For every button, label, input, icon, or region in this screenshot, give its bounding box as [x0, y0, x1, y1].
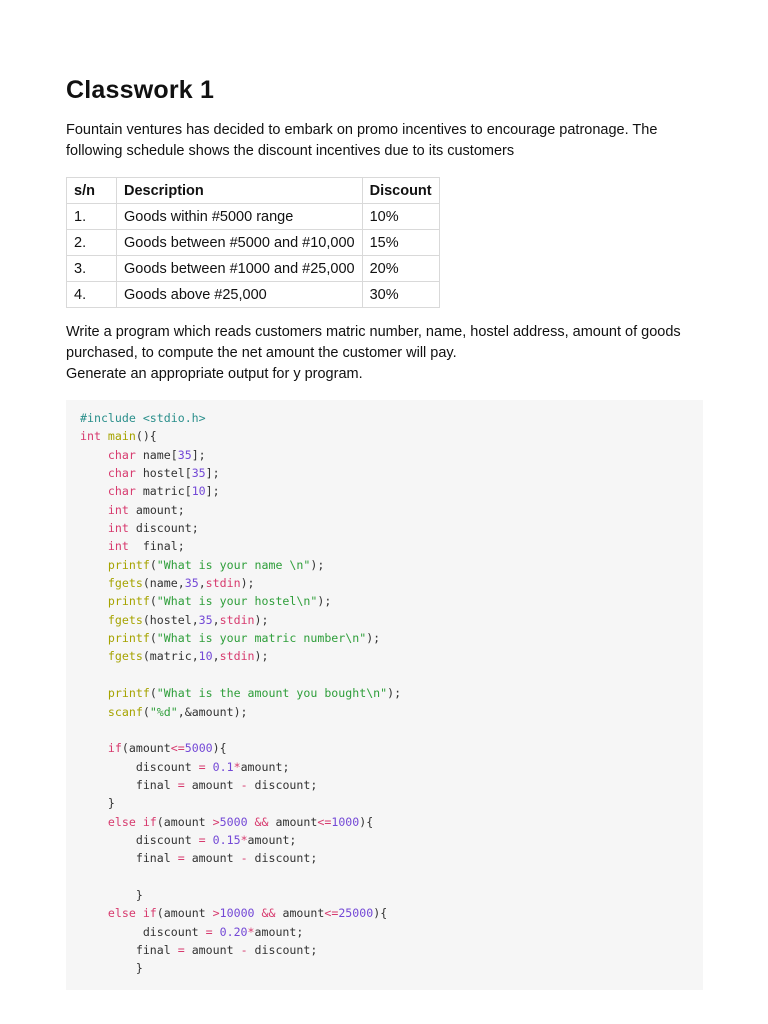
- code-token: final: [80, 942, 178, 957]
- code-token: ){: [373, 906, 388, 921]
- code-token: =: [177, 777, 185, 792]
- code-token: printf: [107, 631, 150, 646]
- code-token: -: [240, 851, 248, 866]
- code-token: );: [317, 594, 332, 609]
- code-token: );: [387, 686, 402, 701]
- code-token: (: [149, 631, 157, 646]
- code-line: [80, 629, 703, 647]
- code-token: matric[: [135, 484, 192, 499]
- discount-table: [66, 177, 440, 308]
- code-token: (){: [135, 429, 157, 444]
- code-token: [80, 594, 108, 608]
- code-token: stdin: [219, 612, 255, 627]
- code-token: amount;: [254, 924, 304, 939]
- code-token: (amount: [156, 814, 213, 829]
- code-line: [80, 886, 703, 904]
- code-token: [80, 613, 108, 627]
- code-token: printf: [107, 594, 150, 609]
- cell-description: Goods between #5000 and #10,000: [117, 230, 363, 256]
- code-line: [80, 446, 703, 464]
- code-line: [80, 739, 703, 757]
- code-token: printf: [107, 686, 150, 701]
- code-token: char: [107, 466, 136, 481]
- cell-sn: 2.: [67, 230, 117, 256]
- code-token: int: [107, 521, 129, 536]
- code-token: -: [240, 942, 248, 957]
- code-token: if: [107, 741, 122, 756]
- code-token: (: [142, 704, 150, 719]
- code-token: <=: [317, 814, 332, 829]
- code-token: );: [240, 576, 255, 591]
- code-token: discount;: [128, 521, 199, 536]
- code-token: #include <stdio.h>: [80, 411, 206, 425]
- code-token: );: [254, 649, 269, 664]
- code-line: [80, 959, 703, 977]
- code-token: [248, 815, 255, 829]
- table-row: [67, 282, 440, 308]
- code-token: 5000: [184, 741, 213, 756]
- code-token: printf: [107, 557, 150, 572]
- code-line: [80, 537, 703, 555]
- cell-discount: 30%: [362, 282, 439, 308]
- code-line: [80, 758, 703, 776]
- code-token: stdin: [205, 576, 241, 591]
- code-token: int: [107, 502, 129, 517]
- code-token: [80, 558, 108, 572]
- cell-description: Goods within #5000 range: [117, 204, 363, 230]
- code-token: ,: [212, 649, 220, 664]
- code-token: amount;: [128, 502, 185, 517]
- code-token: (: [149, 686, 157, 701]
- code-token: (amount: [121, 741, 171, 756]
- code-token: amount: [268, 814, 318, 829]
- code-token: [206, 833, 213, 847]
- code-token: (hostel,: [142, 612, 199, 627]
- code-token: amount: [184, 851, 241, 866]
- code-token: amount: [184, 942, 241, 957]
- code-token: [80, 466, 108, 480]
- code-token: (matric,: [142, 649, 199, 664]
- code-token: discount: [80, 832, 199, 847]
- code-token: char: [107, 484, 136, 499]
- task-paragraph: [66, 322, 716, 385]
- code-token: (name,: [142, 576, 185, 591]
- code-token: 35: [184, 576, 199, 591]
- code-line: [80, 611, 703, 629]
- code-token: *: [233, 759, 241, 774]
- code-token: [80, 906, 108, 920]
- table-row: [67, 256, 440, 282]
- code-token: (: [149, 557, 157, 572]
- code-token: final: [80, 851, 178, 866]
- header-discount: Discount: [362, 178, 439, 204]
- code-token: );: [310, 557, 325, 572]
- cell-sn: 4.: [67, 282, 117, 308]
- code-token: (amount: [156, 906, 213, 921]
- code-token: ];: [205, 484, 220, 499]
- intro-paragraph: Fountain ventures has decided to embark on promo incentives to encourage patronage. The following schedule shows the discount incentives due to its customers: [66, 122, 658, 159]
- code-token: &&: [261, 906, 276, 921]
- code-token: 5000: [219, 814, 248, 829]
- code-token: [80, 705, 108, 719]
- code-token: final: [80, 777, 178, 792]
- code-line: [80, 482, 703, 500]
- code-token: "What is the amount you bought\n": [156, 686, 388, 701]
- code-token: amount: [184, 777, 241, 792]
- code-token: [80, 539, 108, 553]
- code-line: [80, 904, 703, 922]
- code-token: }: [80, 961, 143, 976]
- code-token: =: [198, 832, 206, 847]
- code-token: discount;: [247, 942, 318, 957]
- code-token: fgets: [107, 649, 143, 664]
- code-token: *: [240, 832, 248, 847]
- code-line: [80, 868, 703, 886]
- code-token: 10000: [219, 906, 255, 921]
- code-token: =: [177, 851, 185, 866]
- code-line: [80, 776, 703, 794]
- code-line: [80, 501, 703, 519]
- code-line: [80, 703, 703, 721]
- code-token: name[: [135, 447, 178, 462]
- code-token: 1000: [331, 814, 360, 829]
- code-token: 25000: [338, 906, 374, 921]
- code-block: [66, 400, 703, 990]
- code-token: ];: [191, 447, 206, 462]
- code-token: [80, 686, 108, 700]
- code-token: discount: [80, 759, 199, 774]
- code-token: fgets: [107, 612, 143, 627]
- code-token: >: [212, 906, 220, 921]
- code-token: 10: [191, 484, 206, 499]
- code-token: amount;: [240, 759, 290, 774]
- code-token: (: [149, 594, 157, 609]
- code-line: [80, 849, 703, 867]
- code-token: [255, 906, 262, 920]
- code-token: [80, 484, 108, 498]
- code-line: [80, 647, 703, 665]
- code-token: fgets: [107, 576, 143, 591]
- code-token: 10: [198, 649, 213, 664]
- code-token: *: [247, 924, 255, 939]
- code-token: "What is your hostel\n": [156, 594, 318, 609]
- cell-sn: 3.: [67, 256, 117, 282]
- code-token: int: [80, 429, 108, 444]
- code-token: scanf: [107, 704, 143, 719]
- code-token: &&: [254, 814, 269, 829]
- code-line: [80, 574, 703, 592]
- code-line: [80, 592, 703, 610]
- code-token: main: [107, 429, 136, 444]
- code-token: amount;: [247, 832, 297, 847]
- code-token: );: [254, 612, 269, 627]
- code-line: [80, 556, 703, 574]
- code-token: hostel[: [135, 466, 192, 481]
- code-token: =: [177, 942, 185, 957]
- code-token: 0.20: [219, 924, 248, 939]
- code-token: stdin: [219, 649, 255, 664]
- code-line: [80, 721, 703, 739]
- code-token: =: [205, 924, 213, 939]
- code-token: [80, 815, 108, 829]
- code-token: 35: [191, 466, 206, 481]
- code-line: [80, 941, 703, 959]
- code-token: -: [240, 777, 248, 792]
- code-token: else if: [107, 814, 157, 829]
- code-token: ,: [198, 576, 206, 591]
- code-token: <=: [324, 906, 339, 921]
- code-token: 0.15: [212, 832, 241, 847]
- code-token: ,&amount);: [177, 704, 248, 719]
- task-line-1: Write a program which reads customers matric number, name, hostel address, amount of goods purchased, to compute the net amount the customer will pay.: [66, 324, 681, 361]
- code-token: [80, 649, 108, 663]
- code-token: );: [366, 631, 381, 646]
- code-token: discount: [80, 924, 206, 939]
- code-line: [80, 794, 703, 812]
- code-line: [80, 427, 703, 445]
- code-token: ){: [359, 814, 374, 829]
- code-line: [80, 831, 703, 849]
- code-token: ];: [205, 466, 220, 481]
- code-token: else if: [107, 906, 157, 921]
- cell-discount: 10%: [362, 204, 439, 230]
- code-token: amount: [275, 906, 325, 921]
- code-token: 35: [177, 447, 192, 462]
- code-line: [80, 923, 703, 941]
- code-token: [80, 741, 108, 755]
- code-line: [80, 684, 703, 702]
- code-token: [206, 760, 213, 774]
- code-token: discount;: [247, 851, 318, 866]
- code-line: [80, 813, 703, 831]
- header-description: Description: [117, 178, 363, 204]
- code-line: [80, 519, 703, 537]
- code-token: "%d": [149, 704, 178, 719]
- cell-discount: 15%: [362, 230, 439, 256]
- header-sn: s/n: [67, 178, 117, 204]
- cell-discount: 20%: [362, 256, 439, 282]
- code-token: =: [198, 759, 206, 774]
- table-header-row: [67, 178, 440, 204]
- code-token: int: [107, 539, 129, 554]
- cell-sn: 1.: [67, 204, 117, 230]
- code-token: [80, 521, 108, 535]
- code-line: [80, 464, 703, 482]
- code-line: [80, 409, 703, 427]
- code-token: [80, 503, 108, 517]
- code-token: final;: [128, 539, 185, 554]
- cell-description: Goods between #1000 and #25,000: [117, 256, 363, 282]
- code-token: "What is your matric number\n": [156, 631, 367, 646]
- code-token: >: [212, 814, 220, 829]
- code-token: char: [107, 447, 136, 462]
- task-line-2: Generate an appropriate output for y program.: [66, 366, 363, 382]
- code-token: }: [80, 796, 115, 811]
- code-token: 0.1: [212, 759, 234, 774]
- code-token: [80, 631, 108, 645]
- code-token: <=: [170, 741, 185, 756]
- code-token: 35: [198, 612, 213, 627]
- code-token: }: [80, 887, 143, 902]
- code-token: [80, 448, 108, 462]
- table-row: [67, 230, 440, 256]
- cell-description: Goods above #25,000: [117, 282, 363, 308]
- code-token: "What is your name \n": [156, 557, 311, 572]
- code-token: ,: [212, 612, 220, 627]
- table-row: [67, 204, 440, 230]
- code-token: discount;: [247, 777, 318, 792]
- code-token: [213, 925, 220, 939]
- code-line: [80, 666, 703, 684]
- code-token: ){: [212, 741, 227, 756]
- code-token: [80, 576, 108, 590]
- page-title: Classwork 1: [66, 76, 215, 104]
